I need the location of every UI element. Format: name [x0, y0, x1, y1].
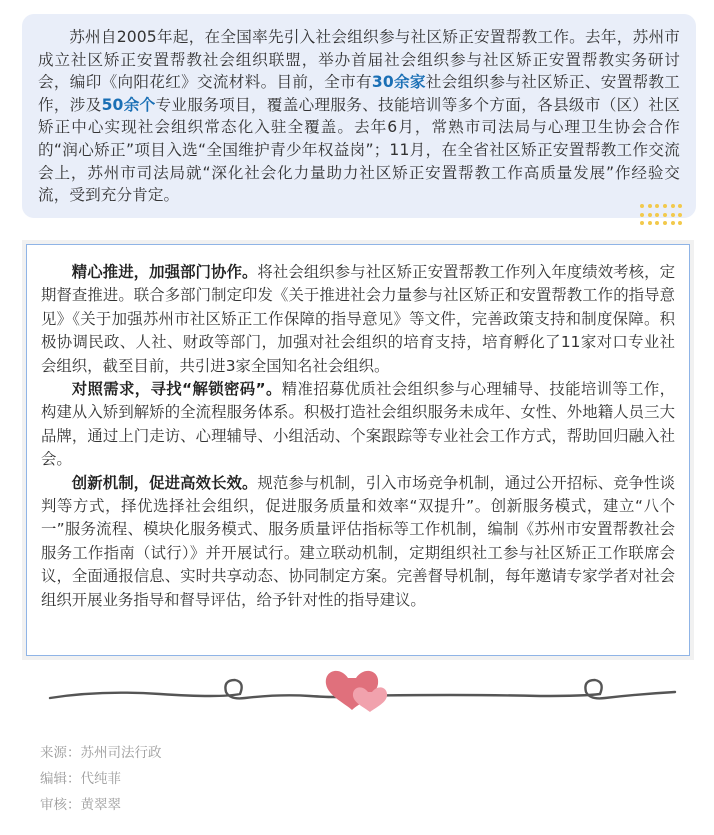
main-card — [22, 240, 694, 660]
intro-text-3: 专业服务项目，覆盖心理服务、技能培训等多个方面，各县级市（区）社区矫正中心实现社会组织常态化入驻全覆盖。去年6月，常熟市司法局与心理卫生协会合作的“润心矫正”项目入选“全国维护青少年权益岗”；11月，在全省社区矫正安置帮教工作交流会上，苏州市司法局就“深化社会化力量助力社区矫正安置帮教工作高质量发展”作经验交流，受到充分肯定。 — [38, 95, 680, 205]
main-card-inner — [26, 244, 690, 656]
highlight-count-projects: 50余个 — [101, 95, 156, 114]
section-paragraph — [41, 472, 675, 612]
section-heading: 对照需求，寻找“解锁密码”。 — [71, 380, 282, 399]
credit-editor: 编辑：代纯菲 — [40, 771, 121, 787]
credits — [40, 740, 162, 818]
intro-card — [22, 14, 696, 218]
credit-reviewer: 审核：黄翠翠 — [40, 797, 121, 813]
intro-paragraph — [38, 26, 680, 207]
section-body: 将社会组织参与社区矫正安置帮教工作列入年度绩效考核，定期督查推进。联合多部门制定印发《关于推进社会力量参与社区矫正和安置帮教工作的指导意见》《关于加强苏州市社区矫正工作保障的指导意见》等文件，完善政策支持和制度保障。积极协调民政、人社、财政等部门，加强对社会组织的培育支持，培育孵化了11家对口专业社会组织，截至目前，共引进3家全国知名社会组织。 — [41, 263, 675, 375]
section-body: 精准招募优质社会组织参与心理辅导、技能培训等工作，构建从入矫到解矫的全流程服务体系。积极打造社会组织服务未成年、女性、外地籍人员三大品牌，通过上门走访、心理辅导、小组活动、个案跟踪等专业社会工作方式，帮助回归融入社会。 — [41, 380, 675, 469]
section-paragraph — [41, 378, 675, 472]
section-body: 规范参与机制，引入市场竞争机制，通过公开招标、竞争性谈判等方式，择优选择社会组织，促进服务质量和效率“双提升”。创新服务模式，建立“八个一”服务流程、模块化服务模式、服务质量评估指标等工作机制，编制《苏州市安置帮教社会服务工作指南（试行）》并开展试行。建立联动机制，定期组织社工参与社区矫正工作联席会议，全面通报信息、实时共享动态、协同制定方案。完善督导机制，每年邀请专家学者对社会组织开展业务指导和督导评估，给予针对性的指导建议。 — [41, 473, 675, 609]
section-heading: 创新机制，促进高效长效。 — [71, 473, 258, 492]
heart-icon — [326, 671, 387, 712]
credit-source: 来源：苏州司法行政 — [40, 745, 162, 761]
section-paragraph — [41, 261, 675, 378]
intro-text-1: 苏州自2005年起，在全国率先引入社会组织参与社区矫正安置帮教工作。去年，苏州市成立社区矫正安置帮教社会组织联盟，举办首届社会组织参与社区矫正安置帮教实务研讨会，编印《向阳花红》交流材料。目前，全市有 — [38, 28, 680, 92]
intro-text-2: 社会组织参与社区矫正、安置帮教工作，涉及 — [38, 73, 680, 114]
highlight-count-orgs: 30余家 — [371, 73, 426, 92]
heart-divider — [40, 664, 680, 720]
section-heading: 精心推进，加强部门协作。 — [71, 263, 258, 281]
dot-grid-icon — [640, 204, 684, 228]
